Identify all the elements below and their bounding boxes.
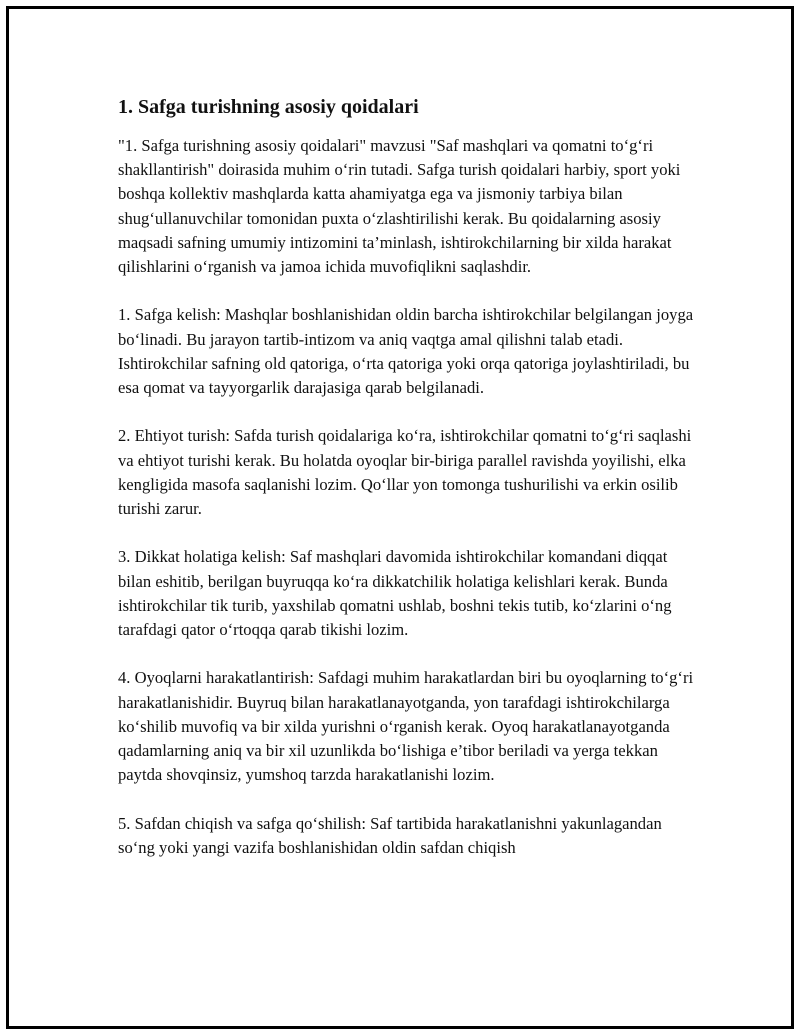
rule-paragraph-2: 2. Ehtiyot turish: Safda turish qoidalariga ko‘ra, ishtirokchilar qomatni to‘g‘ri saqlashi va ehtiyot turishi kerak. Bu holatda oyoqlar bir-biriga parallel ravishda yoyilishi, elka kengligida masofa saqlanishi lozim. Qo‘llar yon tomonga tushurilishi va erkin osilib turishi zarur. [118, 426, 692, 519]
section-heading: 1. Safga turishning asosiy qoidalari [118, 96, 419, 118]
rule-paragraph-1: 1. Safga kelish: Mashqlar boshlanishidan oldin barcha ishtirokchilar belgilangan joyga bo‘linadi. Bu jarayon tartib-intizom va aniq vaqtga amal qilishni talab etadi. Ishtirokchilar safning old qatoriga, o‘rta qatoriga yoki orqa qatoriga joylashtiriladi, bu esa qomat va tayyorgarlik darajasiga qarab belgilanadi. [118, 305, 694, 398]
rule-paragraph-3: 3. Dikkat holatiga kelish: Saf mashqlari davomida ishtirokchilar komandani diqqat bilan eshitib, berilgan buyruqqa ko‘ra dikkatchilik holatiga kelishlari kerak. Bunda ishtirokchilar tik turib, yaxshilab qomatni ushlab, boshni tekis tutib, ko‘zlarini o‘ng tarafdagi qator o‘rtoqqa qarab tikishi lozim. [118, 547, 672, 640]
intro-paragraph: "1. Safga turishning asosiy qoidalari" mavzusi "Saf mashqlari va qomatni to‘g‘ri shakllantirish" doirasida muhim o‘rin tutadi. Safga turish qoidalari harbiy, sport yoki boshqa kollektiv mashqlarda katta ahamiyatga ega va jismoniy tarbiya bilan shug‘ullanuvchilar tomonidan puxta o‘zlashtirilishi kerak. Bu qoidalarning asosiy maqsadi safning umumiy intizomini ta’minlash, ishtirokchilarning bir xilda harakat qilishlarini o‘rganish va jamoa ichida muvofiqlikni saqlashdir. [118, 136, 681, 277]
document-body [118, 94, 698, 884]
rule-paragraph-5: 5. Safdan chiqish va safga qo‘shilish: Saf tartibida harakatlanishni yakunlagandan so‘ng yoki yangi vazifa boshlanishidan oldin safdan chiqish [118, 813, 662, 857]
rule-paragraph-4: 4. Oyoqlarni harakatlantirish: Safdagi muhim harakatlardan biri bu oyoqlarning to‘g‘ri harakatlanishidir. Buyruq bilan harakatlanayotganda, yon tarafdagi ishtirokchilarga ko‘shilib muvofiq va bir xilda yurishni o‘rganish kerak. Oyoq harakatlanayotganda qadamlarning aniq va bir xil uzunlikda bo‘lishiga e’tibor beriladi va yerga tekkan paytda shovqinsiz, yumshoq tarzda harakatlanishi lozim. [118, 668, 694, 785]
